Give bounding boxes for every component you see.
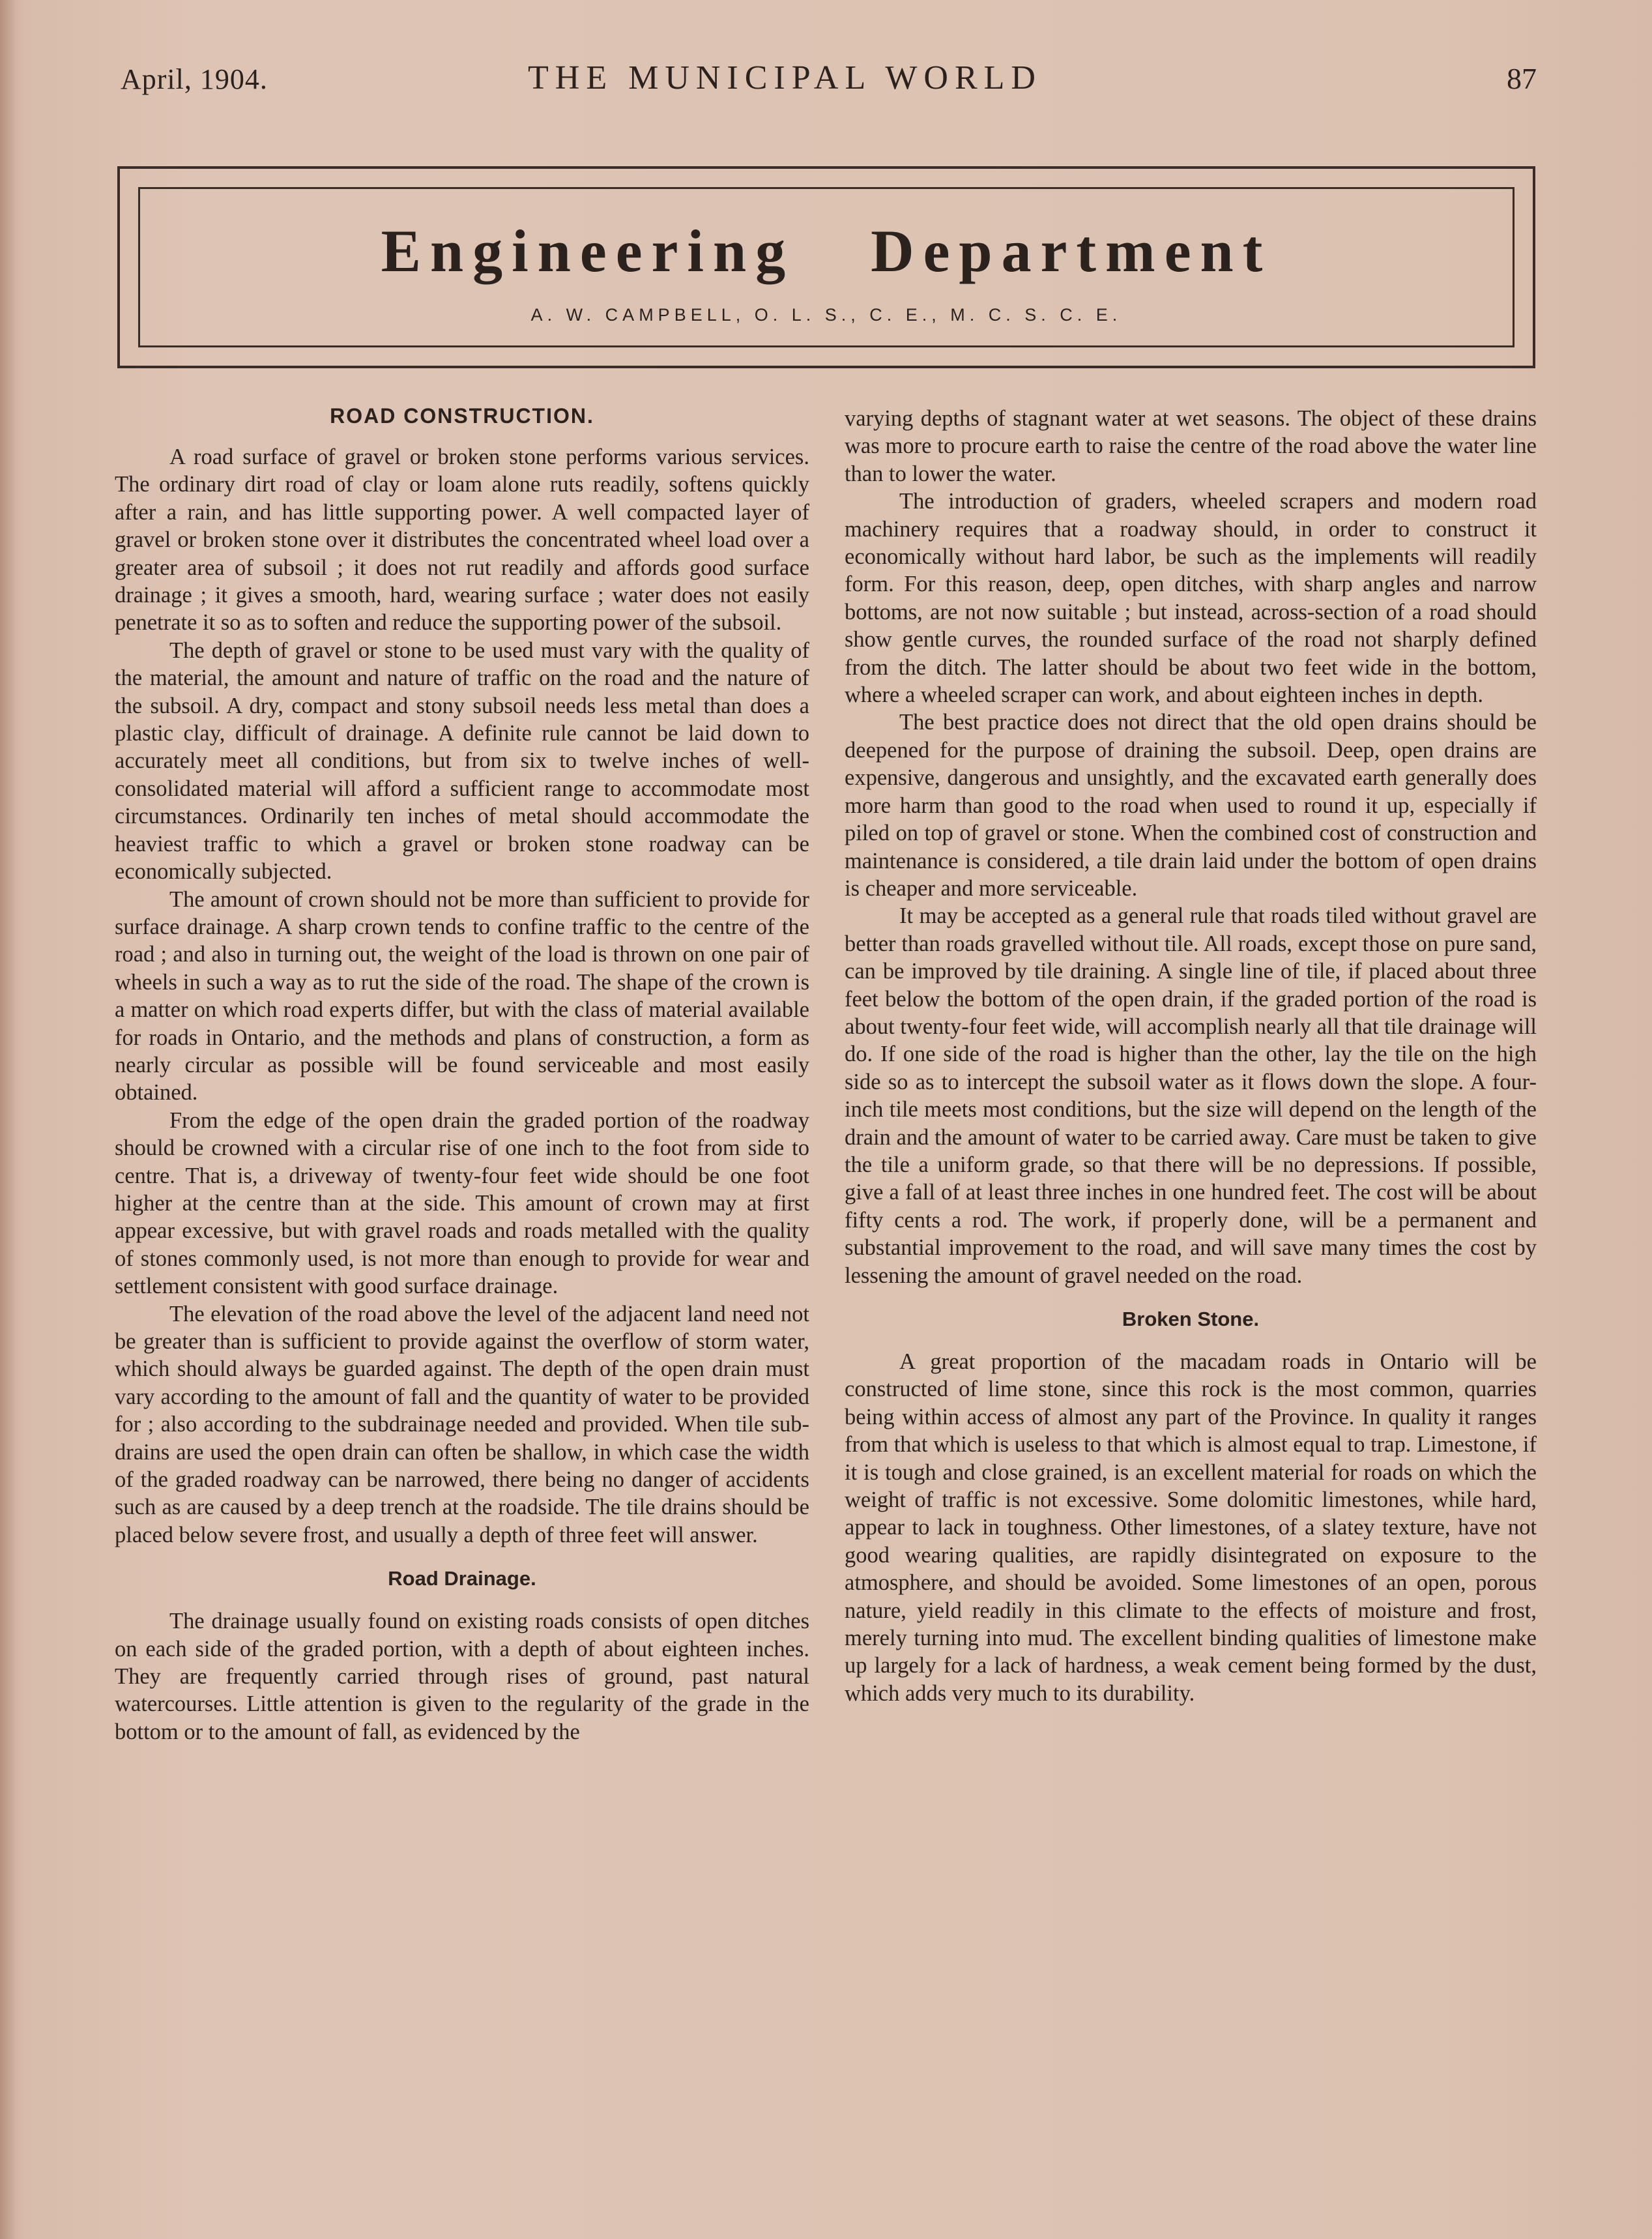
paragraph-continued: varying depths of stagnant water at wet seasons. The object of these drains was more to procure earth to raise the centre of the road above the water line than to lower the water. bbox=[845, 406, 1537, 486]
paragraph: A great proportion of the macadam roads in Ontario will be constructed of lime stone, since this rock is the most common, quarries being within access of almost any part of the Province. In quality it ranges from that which is useless to that which is almost equal to trap. Limestone, if it is tough and close grained, is an excellent material for roads on which the weight of traffic is not excessive. Some dolomitic limestones, while hard, appear to lack in toughness. Other limestones, of a slatey texture, have not good wearing qualities, are rapidly disintegrated on exposure to the atmosphere, and should be avoided. Some limestones of an open, porous nature, yield readily in this climate to the effects of moisture and frost, merely turning into mud. The excellent binding qualities of limestone make up largely for a lack of hardness, a weak cement being formed by the dust, which adds very much to its durability. bbox=[845, 1349, 1537, 1706]
publication-title: THE MUNICIPAL WORLD bbox=[528, 59, 1042, 96]
paragraph: The drainage usually found on existing roads consists of open ditches on each side of the graded portion, with a depth of about eighteen inches. They are frequently carried through rises of ground, past natural watercourses. Little attention is given to the regularity of the grade in the bottom or to the amount of fall, as evidenced by the bbox=[115, 1609, 809, 1744]
department-banner bbox=[117, 166, 1535, 368]
article-column-right bbox=[845, 405, 1537, 1707]
paragraph: The amount of crown should not be more than sufficient to provide for surface drainage. A sharp crown tends to confine traffic to the centre of the road ; and also in turning out, the weight of the load is thrown on one pair of wheels in such a way as to rut the side of the road. The shape of the crown is a matter on which road experts differ, but with the class of material available for roads in Ontario, and the methods and plans of construction, a form as nearly circular as possible will be found serviceable and most easily obtained. bbox=[115, 886, 809, 1105]
department-title: Engineering Department bbox=[381, 218, 1272, 284]
paragraph: From the edge of the open drain the graded portion of the roadway should be crowned with a circular rise of one inch to the foot from side to centre. That is, a driveway of twenty-four feet wide should be one foot higher at the centre than at the side. This amount of crown may at first appear excessive, but with gravel roads and roads metalled with the quality of stones commonly used, is not more than enough to provide for wear and settlement consistent with good surface drainage. bbox=[115, 1107, 809, 1299]
department-banner-inner-frame bbox=[138, 187, 1514, 347]
paragraph: The elevation of the road above the level of the adjacent land need not be greater than is sufficient to provide against the overflow of storm water, which should always be guarded against. The depth of the open drain must vary according to the amount of fall and the quantity of water to be provided for ; also according to the subdrainage needed and provided. When tile sub-drains are used the open drain can often be shallow, in which case the width of the graded roadway can be narrowed, there being no danger of accidents such as are caused by a deep trench at the roadside. The tile drains should be placed below severe frost, and usually a depth of three feet will answer. bbox=[115, 1301, 809, 1547]
article-heading: ROAD CONSTRUCTION. bbox=[330, 404, 594, 428]
page-number: 87 bbox=[1507, 62, 1537, 95]
issue-date: April, 1904. bbox=[121, 63, 268, 95]
paragraph: The best practice does not direct that the old open drains should be deepened for the purpose of draining the subsoil. Deep, open drains are expensive, dangerous and unsightly, and the excavated earth generally does more harm than good to the road when used to round it up, especially if piled on top of gravel or stone. When the combined cost of construction and maintenance is considered, a tile drain laid under the bottom of open drains is cheaper and more serviceable. bbox=[845, 710, 1537, 901]
road-drainage-heading: Road Drainage. bbox=[388, 1567, 536, 1590]
paragraph: The introduction of graders, wheeled scrapers and modern road machinery requires that a roadway should, in order to construct it economically without hard labor, be such as the implements will readily form. For this reason, deep, open ditches, with sharp angles and narrow bottoms, are not now suitable ; but instead, across-section of a road should show gentle curves, the rounded surface of the road not sharply defined from the ditch. The latter should be about two feet wide in the bottom, where a wheeled scraper can work, and about eighteen inches in depth. bbox=[845, 489, 1537, 708]
paragraph: A road surface of gravel or broken stone performs various services. The ordinary dirt road of clay or loam alone ruts readily, softens quickly after a rain, and has little supporting power. A well compacted layer of gravel or broken stone over it distributes the concentrated wheel load over a greater area of subsoil ; it does not rut readily and affords good surface drainage ; it gives a smooth, hard, wearing surface ; water does not easily penetrate it so as to soften and reduce the supporting power of the subsoil. bbox=[115, 445, 809, 636]
article-column-left bbox=[115, 398, 809, 1746]
running-header bbox=[0, 53, 1652, 106]
department-author: A. W. CAMPBELL, O. L. S., C. E., M. C. S. C. E. bbox=[530, 305, 1122, 325]
broken-stone-heading: Broken Stone. bbox=[1122, 1308, 1260, 1330]
paragraph: The depth of gravel or stone to be used must vary with the quality of the material, the amount and nature of traffic on the road and the nature of the subsoil. A dry, compact and stony subsoil needs less metal than does a plastic clay, difficult of drainage. A definite rule cannot be laid down to accurately meet all conditions, but from six to twelve inches of well-consolidated material will afford a sufficient range to accommodate most circumstances. Ordinarily ten inches of metal should accommodate the heaviest traffic to which a gravel or broken stone roadway can be economically subjected. bbox=[115, 637, 809, 885]
page-binding-edge bbox=[0, 0, 14, 2239]
paragraph: It may be accepted as a general rule that roads tiled without gravel are better than roads gravelled without tile. All roads, except those on pure sand, can be improved by tile draining. A single line of tile, if placed about three feet below the bottom of the open drain, if the graded portion of the road is about twenty-four feet wide, will accomplish nearly all that tile drainage will do. If one side of the road is higher than the other, lay the tile on the high side so as to intercept the subsoil water as it flows down the slope. A four-inch tile meets most conditions, but the size will depend on the length of the drain and the amount of water to be carried away. Care must be taken to give the tile a uniform grade, so that there will be no depressions. If possible, give a fall of at least three inches in one hundred feet. The cost will be about fifty cents a rod. The work, if properly done, will be a permanent and substantial improvement to the road, and will save many times the cost by lessening the amount of gravel needed on the road. bbox=[845, 903, 1537, 1288]
